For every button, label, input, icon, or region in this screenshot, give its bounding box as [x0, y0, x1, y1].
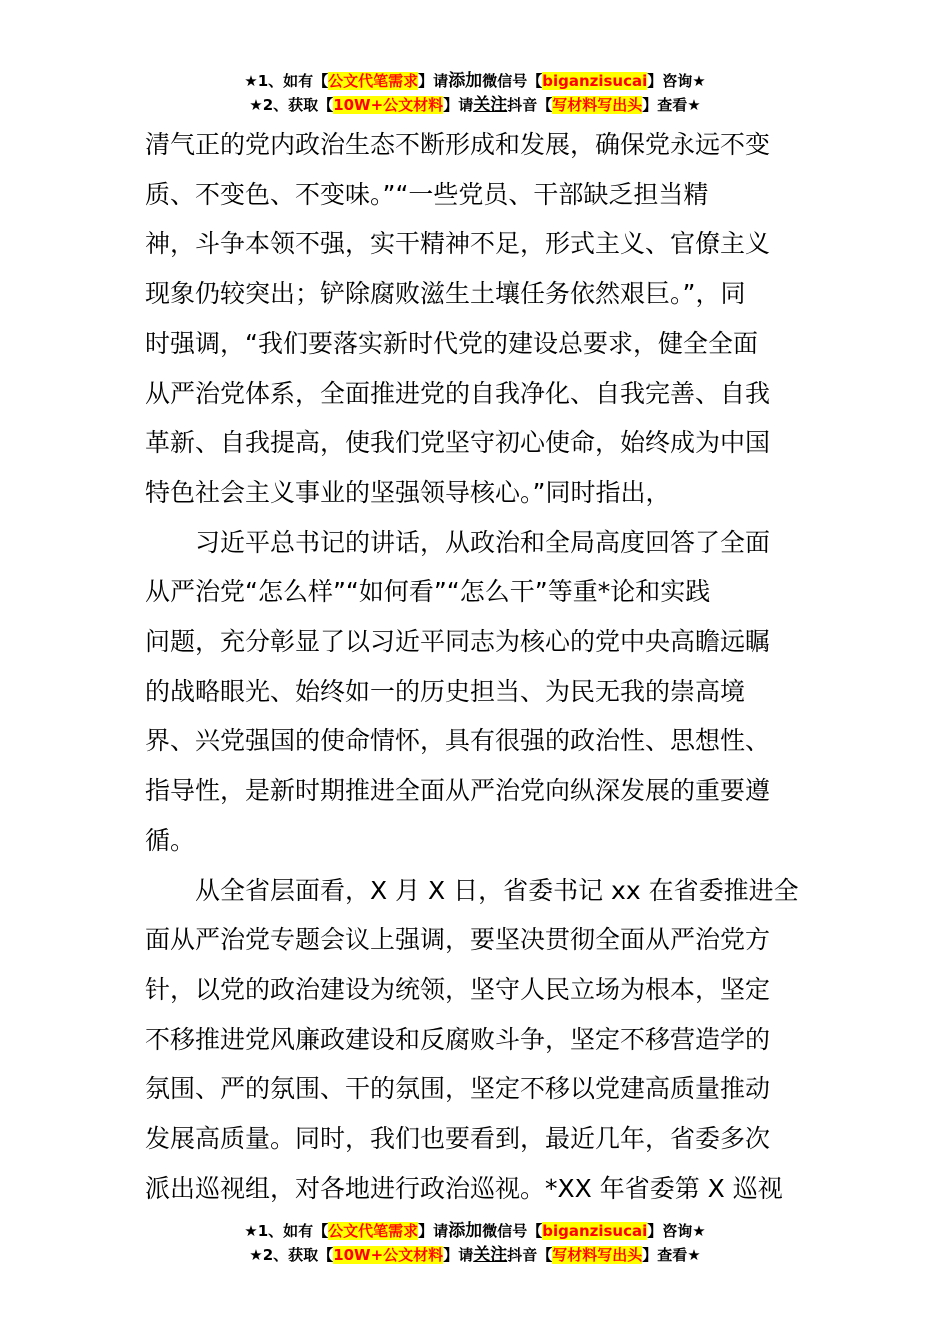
banner-line-2: ★2、获取【10W+公文材料】请关注抖音【写材料写出头】查看★: [249, 95, 701, 115]
banner-line-1: ★1、如有【公文代笔需求】请添加微信号【biganzisucai】咨询★: [244, 1221, 706, 1241]
highlight-douyin: 写材料写出头: [552, 96, 643, 114]
paragraph-2: 习近平总书记的讲话，从政治和全局高度回答了全面 从严治党“怎么样”“如何看”“怎么干”等重*论和实践 问题，充分彰显了以习近平同志为核心的党中央高瞻远瞩 的战略眼光、始终如一的历史担当、为民无我的崇高境 界、兴党强国的使命情怀，具有很强的政治性、思想性、 指导性，是新时期推进全面从严治党向纵深发展的重要遵 循。: [145, 527, 771, 855]
highlight-douyin: 写材料写出头: [552, 1246, 643, 1264]
header-banner: [0, 69, 950, 117]
highlight-wechat-id: biganzisucai: [542, 72, 648, 90]
highlight-service: 公文代笔需求: [328, 1222, 419, 1240]
highlight-service: 公文代笔需求: [328, 72, 419, 90]
paragraph-3: 从全省层面看，X 月 X 日，省委书记 xx 在省委推进全 面从严治党专题会议上强调，要坚决贯彻全面从严治党方 针，以党的政治建设为统领，坚守人民立场为根本，坚定 不移推进党风廉政建设和反腐败斗争，坚定不移营造学的 氛围、严的氛围、干的氛围，坚定不移以党建高质量推动 发展高质量。同时，我们也要看到，最近几年，省委多次 派出巡视组，对各地进行政治巡视。*XX 年省委第 X 巡视: [145, 875, 799, 1203]
footer-banner: [0, 1219, 950, 1267]
highlight-wechat-id: biganzisucai: [542, 1222, 648, 1240]
highlight-materials: 10W+公文材料: [333, 96, 444, 114]
banner-line-2: ★2、获取【10W+公文材料】请关注抖音【写材料写出头】查看★: [249, 1245, 701, 1265]
document-body: [145, 120, 810, 1213]
paragraph-1: 清气正的党内政治生态不断形成和发展，确保党永远不变 质、不变色、不变味。”“一些党员、干部缺乏担当精 神，斗争本领不强，实干精神不足，形式主义、官僚主义 现象仍较突出；铲除腐败滋生土壤任务依然艰巨。”，同 时强调，“我们要落实新时代党的建设总要求，健全全面 从严治党体系，全面推进党的自我净化、自我完善、自我 革新、自我提高，使我们党坚守初心使命，始终成为中国 特色社会主义事业的坚强领导核心。”同时指出，: [145, 130, 771, 507]
banner-line-1: ★1、如有【公文代笔需求】请添加微信号【biganzisucai】咨询★: [244, 71, 706, 91]
highlight-materials: 10W+公文材料: [333, 1246, 444, 1264]
